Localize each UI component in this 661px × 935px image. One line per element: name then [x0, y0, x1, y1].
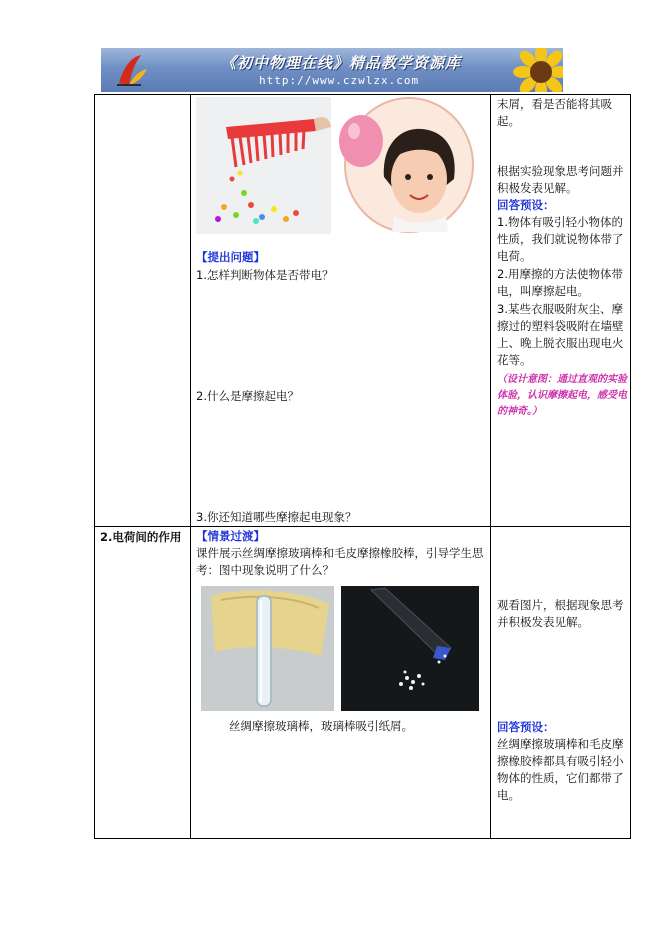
- silk-glass-rod-photo: [201, 586, 334, 711]
- banner-title: 《初中物理在线》精品教学资源库: [221, 54, 462, 72]
- answer-1: 1.物体有吸引轻小物体的性质，我们就说物体带了电荷。: [497, 215, 624, 263]
- sunflower-icon: [513, 48, 563, 92]
- stage-label: 2.电荷间的作用: [100, 530, 182, 544]
- observe-text: 观看图片，根据现象思考并积极发表见解。: [497, 598, 624, 629]
- question-1: 1.怎样判断物体是否带电？: [196, 268, 334, 282]
- answer-3: 3.某些衣服吸附灰尘、摩擦过的塑料袋吸附在墙壁上、晚上脱衣服出现电火花等。: [497, 302, 624, 367]
- photo-caption: 丝绸摩擦玻璃棒，玻璃棒吸引纸屑。: [229, 719, 413, 733]
- balloon-icon: [339, 115, 383, 167]
- answer-text-2: 丝绸摩擦玻璃棒和毛皮摩擦橡胶棒都具有吸引轻小物体的性质，它们都带了电。: [497, 737, 624, 802]
- design-intent-note: （设计意图：通过直观的实验体验，认识摩擦起电，感受电的神奇。）: [497, 374, 627, 417]
- table-col-divider-1: [190, 94, 191, 839]
- table-border-top: [94, 94, 631, 95]
- fur-rubber-rod-photo: [341, 586, 479, 711]
- answer-preset-heading: 回答预设：: [497, 198, 555, 212]
- table-border-left: [94, 94, 95, 839]
- header-banner: [101, 48, 563, 92]
- table-border-row-divider: [94, 526, 631, 527]
- logo-icon: [111, 53, 151, 89]
- answer-2: 2.用摩擦的方法使物体带电，叫摩擦起电。: [497, 267, 623, 298]
- table-border-bottom: [94, 838, 631, 839]
- student-think-text: 根据实验现象思考问题并积极发表见解。: [497, 164, 624, 195]
- question-2: 2.什么是摩擦起电？: [196, 389, 299, 403]
- table-col-divider-2: [490, 94, 491, 839]
- raise-question-heading: 【提出问题】: [196, 250, 265, 264]
- question-3: 3.你还知道哪些摩擦起电现象？: [196, 510, 357, 524]
- comb-balloon-photo: [196, 97, 475, 234]
- scene-transition-heading: 【情景过渡】: [196, 529, 265, 543]
- banner-url[interactable]: http://www.czwlzx.com: [259, 74, 420, 87]
- glass-rod-icon: [257, 596, 271, 706]
- answer-preset-heading-2: 回答预设：: [497, 720, 555, 734]
- scene-transition-text: 课件展示丝绸摩擦玻璃棒和毛皮摩擦橡胶棒，引导学生思考：图中现象说明了什么？: [196, 546, 484, 577]
- student-intro-text: 末屑，看是否能将其吸起。: [497, 97, 612, 128]
- table-border-right: [630, 94, 631, 839]
